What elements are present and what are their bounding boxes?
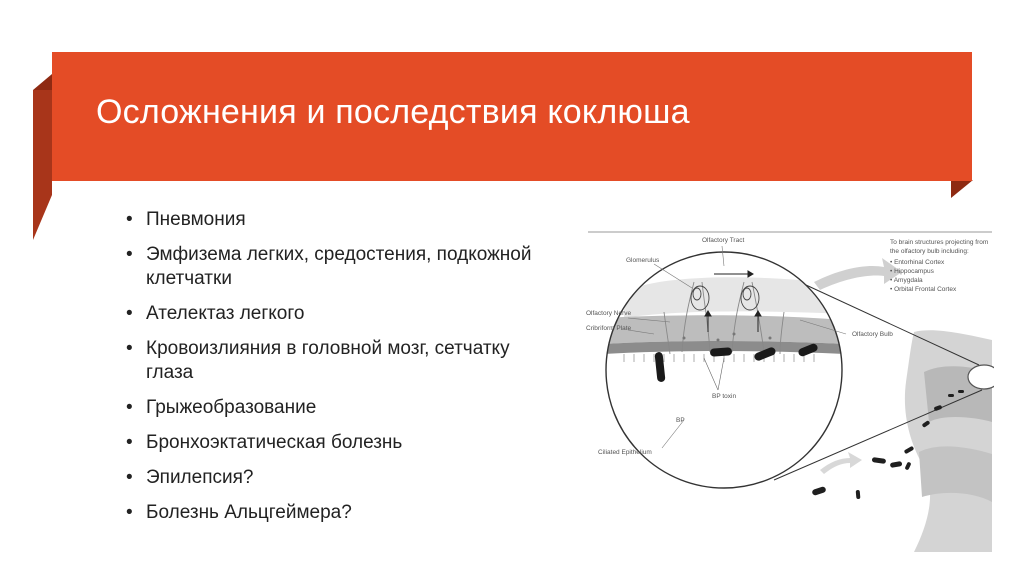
label-structure-2: • Hippocampus xyxy=(890,268,934,275)
label-ciliated-epithelium: Ciliated Epithelium xyxy=(598,449,652,456)
list-item: • Бронхоэктатическая болезнь xyxy=(124,431,554,455)
list-item: • Грыжеобразование xyxy=(124,396,554,420)
olfactory-diagram xyxy=(584,222,994,552)
label-glomerulus: Glomerulus xyxy=(626,257,660,264)
olfactory-pathway-figure xyxy=(584,222,994,552)
list-item: • Ателектаз легкого xyxy=(124,302,554,326)
label-structure-3: • Amygdala xyxy=(890,277,923,284)
ribbon-fold-right xyxy=(951,180,973,198)
head-silhouette xyxy=(905,330,994,552)
list-item: • Пневмония xyxy=(124,208,554,232)
airflow-arrow-bottom xyxy=(820,452,862,474)
list-item: • Болезнь Альцгеймера? xyxy=(124,501,554,525)
label-bp-toxin: BP toxin xyxy=(712,393,737,400)
label-brain-structures-1: To brain structures projecting from xyxy=(890,239,989,246)
ribbon-fold-left xyxy=(33,74,52,90)
list-item: • Кровоизлияния в головной мозг, сетчатку глаза xyxy=(124,337,554,385)
list-item: • Эпилепсия? xyxy=(124,466,554,490)
complications-list xyxy=(124,208,554,536)
label-structure-4: • Orbital Frontal Cortex xyxy=(890,286,957,293)
label-olfactory-nerve: Olfactory Nerve xyxy=(586,310,632,317)
ribbon-back-left-tail xyxy=(33,195,52,240)
list-item: • Эмфизема легких, средостения, подкожной клетчатки xyxy=(124,243,554,291)
label-bp: BP xyxy=(676,417,685,424)
slide-title: Осложнения и последствия коклюша xyxy=(96,93,690,131)
airflow-arrow-top xyxy=(814,258,902,290)
label-structure-1: • Entorhinal Cortex xyxy=(890,259,945,266)
label-brain-structures-2: the olfactory bulb including: xyxy=(890,248,969,255)
label-cribriform-plate: Cribriform Plate xyxy=(586,325,632,332)
label-olfactory-bulb: Olfactory Bulb xyxy=(852,331,893,338)
label-olfactory-tract: Olfactory Tract xyxy=(702,237,745,244)
